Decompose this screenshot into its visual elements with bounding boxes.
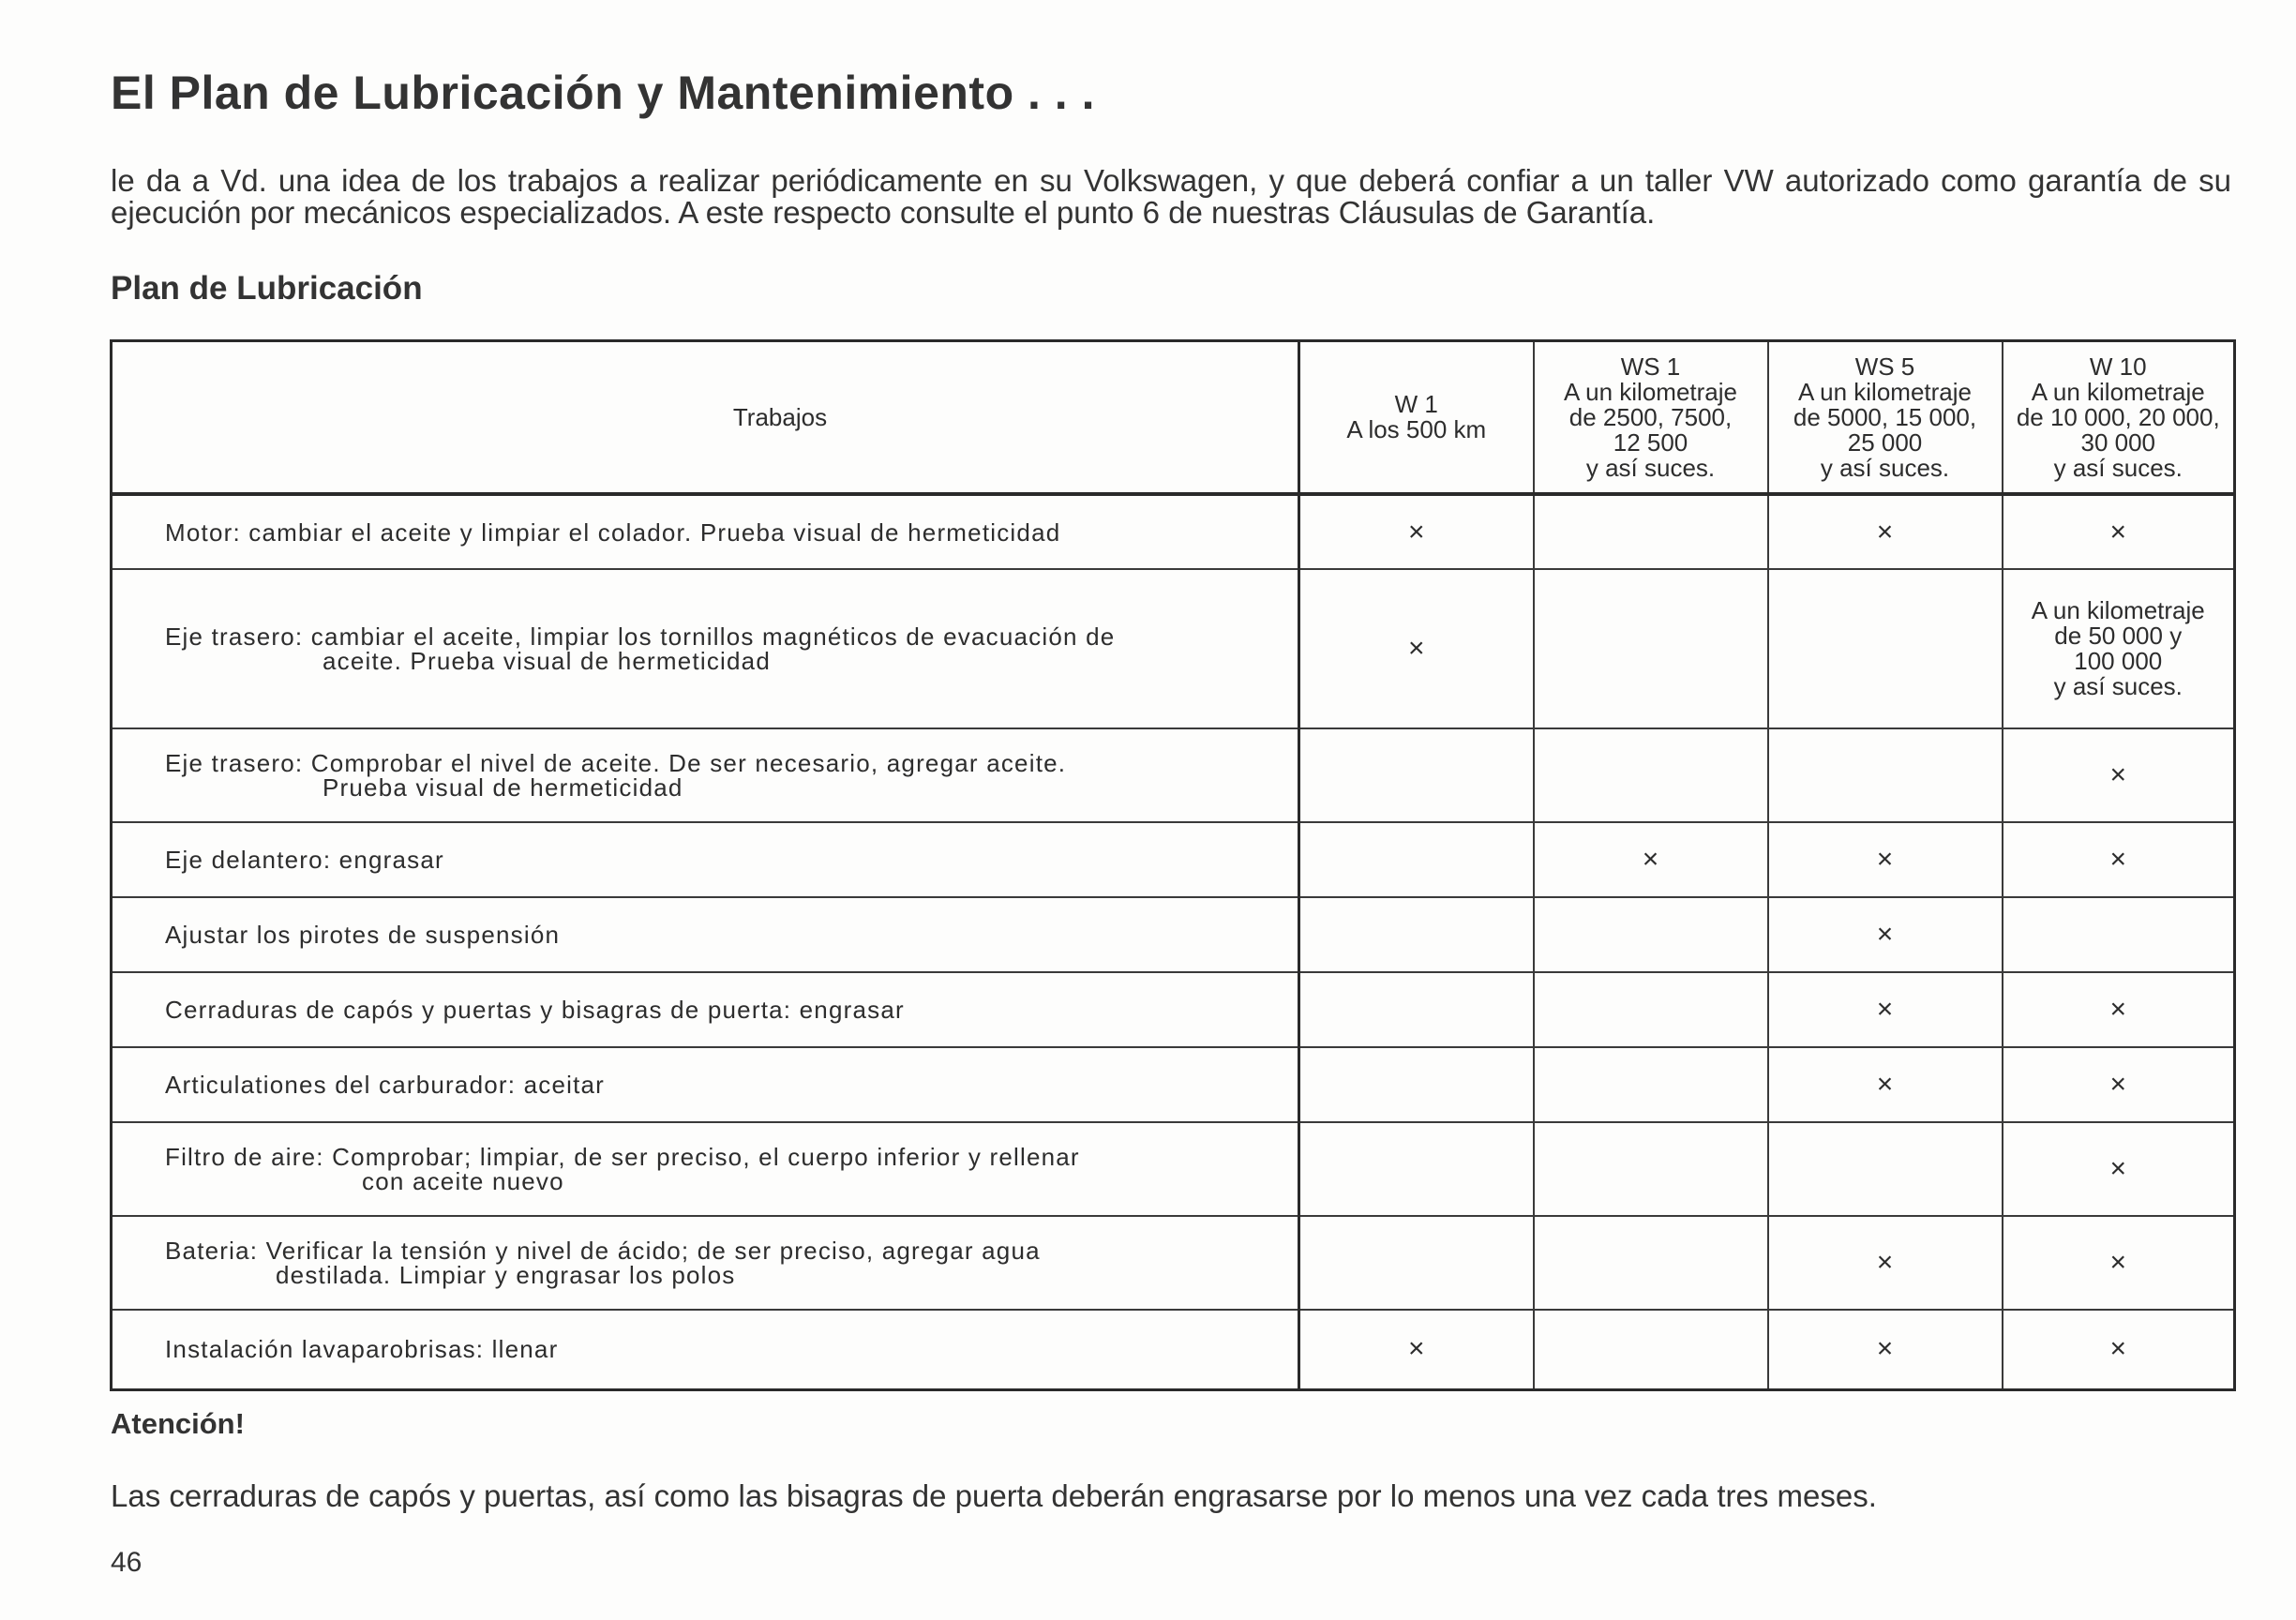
task-cell xyxy=(112,822,1299,897)
mark-cell-ws1 xyxy=(1534,569,1768,728)
mark-cell-ws1 xyxy=(1534,1122,1768,1216)
interval-code: WS 5 xyxy=(1854,352,1915,381)
mark-cell-ws1 xyxy=(1534,728,1768,822)
task-cell xyxy=(112,1047,1299,1122)
interval-note-line: y así suces. xyxy=(2053,672,2183,700)
task-cell xyxy=(112,569,1299,728)
task-cell xyxy=(112,1310,1299,1389)
interval-header-w1 xyxy=(1299,341,1534,495)
mark-cell-ws1 xyxy=(1534,494,1768,569)
mark-cell-ws1 xyxy=(1534,972,1768,1047)
interval-header-ws5 xyxy=(1768,341,2003,495)
mark-cell-ws5 xyxy=(1768,1122,2003,1216)
mark-cell-w1 xyxy=(1299,728,1534,822)
interval-line: A un kilometraje xyxy=(2031,377,2205,406)
table-header-row xyxy=(112,341,2235,495)
mark-cell-w1 xyxy=(1299,897,1534,972)
task-cell xyxy=(112,972,1299,1047)
interval-line: 12 500 xyxy=(1613,428,1688,457)
interval-line: A un kilometraje xyxy=(1564,377,1737,406)
intro-paragraph: le da a Vd. una idea de los trabajos a realizar periódicamente en su Volkswagen, y que deberá confiar a un taller VW autorizado como garantía de su ejecución por mecánicos especializados. A este respecto consulte el punto 6 de nuestras Cláusulas de Garantía. xyxy=(111,163,2231,230)
task-label: Eje delantero: engrasar xyxy=(165,846,444,874)
task-label-continued: destilada. Limpiar y engrasar los polos xyxy=(276,1261,736,1289)
task-label: Eje trasero: Comprobar el nivel de aceite. De ser necesario, agregar aceite. xyxy=(165,749,1067,777)
task-label: Filtro de aire: Comprobar; limpiar, de ser preciso, el cuerpo inferior y rellenar xyxy=(165,1143,1080,1171)
mark-cell-ws5: × xyxy=(1768,897,2003,972)
interval-header-ws1 xyxy=(1534,341,1768,495)
mark-cell-ws5 xyxy=(1768,728,2003,822)
mark-cell-w10: × xyxy=(2003,494,2235,569)
task-label: Instalación lavaparobrisas: llenar xyxy=(165,1335,559,1364)
mark-cell-w10: × xyxy=(2003,1216,2235,1310)
table-row xyxy=(112,569,2235,728)
interval-note-line: 100 000 xyxy=(2074,647,2163,675)
task-cell xyxy=(112,1216,1299,1310)
mark-cell-ws1 xyxy=(1534,1310,1768,1389)
mark-cell-w10: × xyxy=(2003,1310,2235,1389)
task-label: Motor: cambiar el aceite y limpiar el colador. Prueba visual de hermeticidad xyxy=(165,518,1061,547)
table-row xyxy=(112,494,2235,569)
interval-line: de 5000, 15 000, xyxy=(1793,402,1977,431)
task-column-header-label: Trabajos xyxy=(732,402,828,431)
task-column-header xyxy=(112,341,1299,495)
task-label: Bateria: Verificar la tensión y nivel de ácido; de ser preciso, agregar agua xyxy=(165,1237,1041,1265)
section-heading: Plan de Lubricación xyxy=(111,270,423,307)
task-label-continued: con aceite nuevo xyxy=(362,1167,564,1195)
mark-cell-ws5: × xyxy=(1768,1216,2003,1310)
table-row xyxy=(112,1122,2235,1216)
mark-cell-w1 xyxy=(1299,1122,1534,1216)
task-cell xyxy=(112,897,1299,972)
table-row xyxy=(112,822,2235,897)
task-cell xyxy=(112,1122,1299,1216)
interval-code: WS 1 xyxy=(1620,352,1681,381)
mark-cell-w1: × xyxy=(1299,1310,1534,1389)
task-cell xyxy=(112,494,1299,569)
interval-line: y así suces. xyxy=(1585,453,1716,482)
interval-note-line: de 50 000 y xyxy=(2054,622,2183,650)
attention-text: Las cerraduras de capós y puertas, así como las bisagras de puerta deberán engrasarse por lo menos una vez cada tres meses. xyxy=(111,1478,1877,1513)
table-row xyxy=(112,1310,2235,1389)
interval-note-line: A un kilometraje xyxy=(2031,596,2205,624)
task-label-continued: aceite. Prueba visual de hermeticidad xyxy=(323,647,771,675)
mark-cell-w1 xyxy=(1299,1047,1534,1122)
mark-cell-ws5 xyxy=(1768,569,2003,728)
task-label: Articulationes del carburador: aceitar xyxy=(165,1071,606,1099)
mark-cell-ws5: × xyxy=(1768,494,2003,569)
task-cell xyxy=(112,728,1299,822)
interval-line: de 10 000, 20 000, xyxy=(2016,402,2220,431)
interval-code: W 10 xyxy=(2089,352,2147,381)
mark-cell-w10 xyxy=(2003,897,2235,972)
mark-cell-w1 xyxy=(1299,1216,1534,1310)
interval-header-w10 xyxy=(2003,341,2235,495)
task-label: Ajustar los pirotes de suspensión xyxy=(165,921,561,949)
table-row xyxy=(112,1047,2235,1122)
lubrication-plan-table xyxy=(110,339,2236,1391)
interval-line: y así suces. xyxy=(2053,453,2183,482)
table-row xyxy=(112,897,2235,972)
interval-line: y así suces. xyxy=(1820,453,1950,482)
task-label: Eje trasero: cambiar el aceite, limpiar los tornillos magnéticos de evacuación de xyxy=(165,622,1116,651)
mark-cell-w10: × xyxy=(2003,728,2235,822)
mark-cell-ws1 xyxy=(1534,1216,1768,1310)
mark-cell-w1: × xyxy=(1299,494,1534,569)
interval-line: de 2500, 7500, xyxy=(1568,402,1733,431)
interval-line: A un kilometraje xyxy=(1798,377,1972,406)
mark-cell-ws5: × xyxy=(1768,1310,2003,1389)
attention-heading: Atención! xyxy=(111,1407,245,1440)
mark-cell-ws5: × xyxy=(1768,1047,2003,1122)
page-number: 46 xyxy=(111,1547,143,1578)
mark-cell-w10: × xyxy=(2003,1122,2235,1216)
mark-cell-w1 xyxy=(1299,822,1534,897)
table-row xyxy=(112,972,2235,1047)
interval-line: A los 500 km xyxy=(1346,415,1487,443)
task-label-continued: Prueba visual de hermeticidad xyxy=(323,773,683,802)
mark-cell-w10: × xyxy=(2003,822,2235,897)
mark-cell-w10: × xyxy=(2003,972,2235,1047)
mark-cell-ws5: × xyxy=(1768,822,2003,897)
mark-cell-ws1 xyxy=(1534,897,1768,972)
interval-line: 25 000 xyxy=(1847,428,1923,457)
interval-line: 30 000 xyxy=(2080,428,2156,457)
mark-cell-ws5: × xyxy=(1768,972,2003,1047)
mark-cell-ws1: × xyxy=(1534,822,1768,897)
mark-cell-ws1 xyxy=(1534,1047,1768,1122)
mark-cell-w10: × xyxy=(2003,1047,2235,1122)
page-title: El Plan de Lubricación y Mantenimiento . . . xyxy=(111,67,1095,119)
mark-cell-w1 xyxy=(1299,972,1534,1047)
interval-code: W 1 xyxy=(1394,390,1438,418)
interval-note-cell-w10 xyxy=(2003,569,2235,728)
mark-cell-w1: × xyxy=(1299,569,1534,728)
task-label: Cerraduras de capós y puertas y bisagras de puerta: engrasar xyxy=(165,996,905,1024)
table-row xyxy=(112,1216,2235,1310)
table-row xyxy=(112,728,2235,822)
